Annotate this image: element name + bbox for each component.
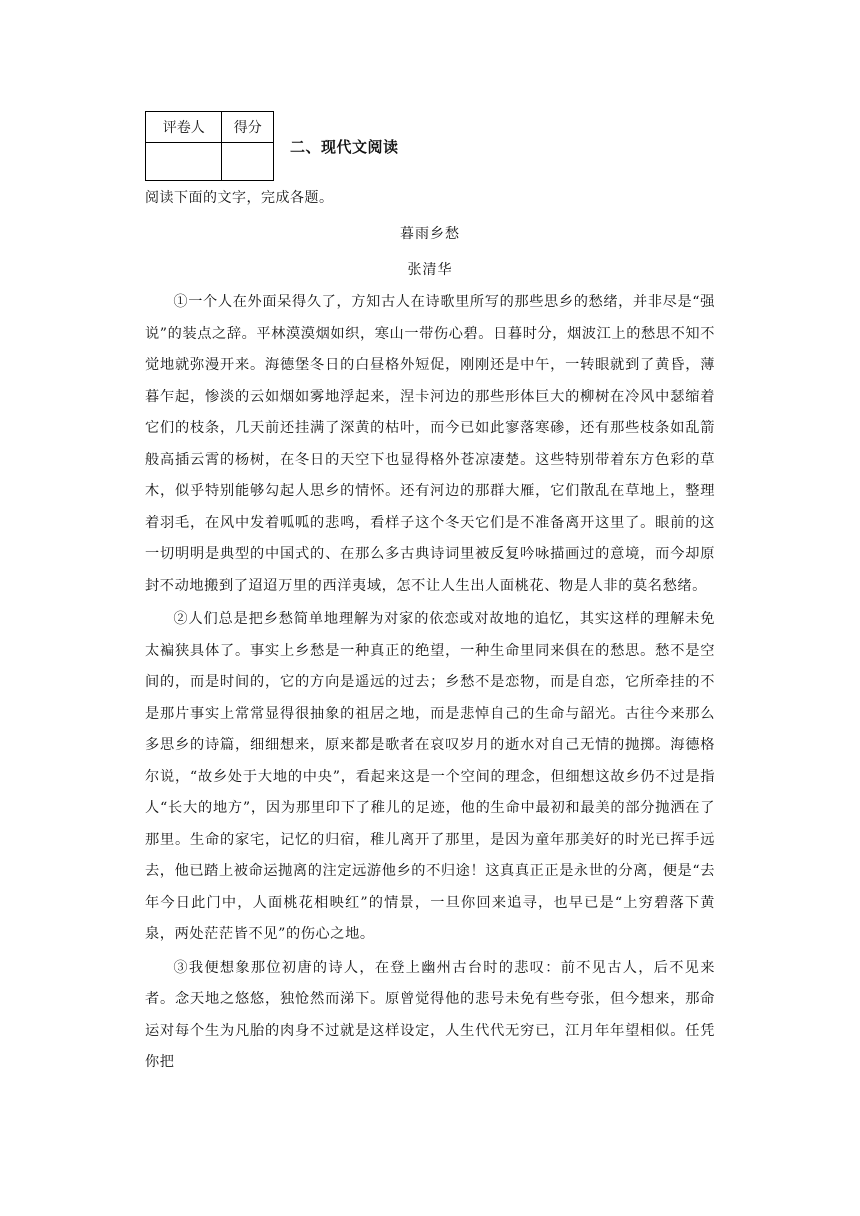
score-label: 得分 xyxy=(222,112,274,143)
article-body xyxy=(145,287,715,1081)
article-author: 张清华 xyxy=(407,262,453,278)
article-title: 暮雨乡愁 xyxy=(400,226,460,242)
section-title: 二、现代文阅读 xyxy=(290,138,399,156)
paragraph-3: ③我便想象那位初唐的诗人，在登上幽州古台时的悲叹：前不见古人，后不见来者。念天地之悠悠，独怆然而涕下。原曾觉得他的悲号未免有些夸张，但今想来，那命运对每个生为凡胎的肉身不过就是这样设定，人生代代无穷已，江月年年望相似。任凭你把 xyxy=(145,959,715,1070)
instruction-text: 阅读下面的文字，完成各题。 xyxy=(145,190,334,206)
score-box xyxy=(145,111,274,181)
score-cell xyxy=(222,143,274,181)
reviewer-label: 评卷人 xyxy=(146,112,222,143)
paragraph-1: ①一个人在外面呆得久了，方知古人在诗歌里所写的那些思乡的愁绪，并非尽是“强说”的装点之辞。平林漠漠烟如织，寒山一带伤心碧。日暮时分，烟波江上的愁思不知不觉地就弥漫开来。海德堡冬日的白昼格外短促，刚刚还是中午，一转眼就到了黄昏，薄暮乍起，惨淡的云如烟如雾地浮起来，涅卡河边的那些形体巨大的柳树在冷风中瑟缩着它们的枝条，几天前还挂满了深黄的枯叶，而今已如此寥落寒碜，还有那些枝条如乱箭般高插云霄的杨树，在冬日的天空下也显得格外苍凉凄楚。这些特别带着东方色彩的草木，似乎特别能够勾起人思乡的情怀。还有河边的那群大雁，它们散乱在草地上，整理着羽毛，在风中发着呱呱的悲鸣，看样子这个冬天它们是不准备离开这里了。眼前的这一切明明是典型的中国式的、在那么多古典诗词里被反复吟咏描画过的意境，而今却原封不动地搬到了迢迢万里的西洋夷域，怎不让人生出人面桃花、物是人非的莫名愁绪。 xyxy=(145,294,715,594)
reviewer-cell xyxy=(146,143,222,181)
paragraph-2: ②人们总是把乡愁简单地理解为对家的依恋或对故地的追忆，其实这样的理解未免太褊狭具体了。事实上乡愁是一种真正的绝望，一种生命里同来俱在的愁思。愁不是空间的，而是时间的，它的方向是遥远的过去；乡愁不是恋物，而是自恋，它所牵挂的不是那片事实上常常显得很抽象的祖居之地，而是悲悼自己的生命与韶光。古往今来那么多思乡的诗篇，细细想来，原来都是歌者在哀叹岁月的逝水对自己无情的抛掷。海德格尔说，“故乡处于大地的中央”，看起来这是一个空间的理念，但细想这故乡仍不过是指人“长大的地方”，因为那里印下了稚儿的足迹，他的生命中最初和最美的部分抛洒在了那里。生命的家宅，记忆的归宿，稚儿离开了那里，是因为童年那美好的时光已挥手远去，他已踏上被命运抛离的注定远游他乡的不归途！这真真正正是永世的分离，便是“去年今日此门中，人面桃花相映红”的情景，一旦你回来追寻，也早已是“上穷碧落下黄泉，两处茫茫皆不见”的伤心之地。 xyxy=(145,611,715,942)
